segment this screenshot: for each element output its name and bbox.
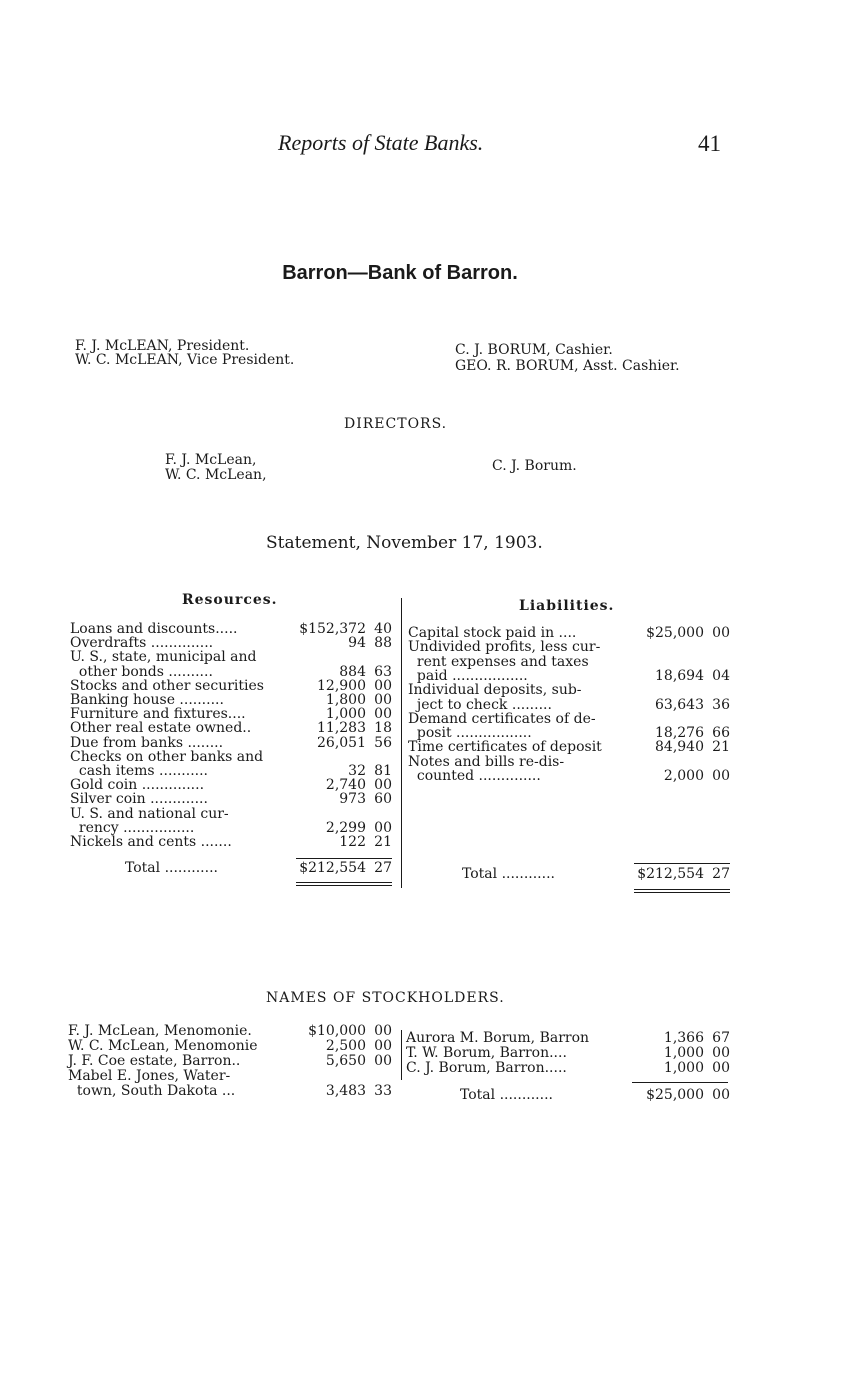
resources-total-label: Total ............	[125, 860, 218, 876]
stockholder-right-label: C. J. Borum, Barron.....	[406, 1060, 567, 1076]
resource-label: Stocks and other securities	[70, 677, 264, 694]
stockholder-left-label: W. C. McLean, Menomonie	[68, 1038, 258, 1054]
liabilities-total-cents: 27	[712, 866, 730, 882]
resource-dollars: 26,051	[317, 734, 366, 751]
resource-label: Other real estate owned..	[70, 720, 252, 737]
resource-label: other bonds ..........	[70, 663, 213, 680]
resource-dollars: 2,740	[325, 777, 366, 794]
liability-label: paid .................	[408, 667, 528, 684]
liability-dollars: 18,694	[655, 667, 704, 684]
resource-dollars: 11,283	[317, 720, 366, 737]
resource-cents: 00	[374, 706, 392, 723]
officer-left-2: W. C. McLEAN, Vice President.	[75, 352, 295, 368]
stockholders-total-rule	[632, 1082, 728, 1083]
resource-label: Due from banks ........	[70, 734, 224, 751]
resource-label: Gold coin ..............	[70, 777, 205, 794]
resource-label: Checks on other banks and	[70, 748, 264, 765]
liability-cents: 66	[712, 725, 730, 742]
resource-label: U. S. and national cur-	[70, 805, 229, 822]
resource-cents: 00	[374, 819, 392, 836]
resource-label: rency ................	[70, 819, 195, 836]
stockholder-left-label: town, South Dakota ...	[68, 1083, 236, 1099]
resources-total-rule	[296, 858, 392, 859]
stockholder-left-label: F. J. McLean, Menomonie.	[68, 1023, 252, 1039]
liability-dollars: 63,643	[655, 696, 704, 713]
stockholder-right-label: Aurora M. Borum, Barron	[406, 1030, 590, 1046]
resource-label: Nickels and cents .......	[70, 834, 232, 850]
resources-heading: Resources.	[182, 592, 278, 608]
liability-label: Undivided profits, less cur-	[408, 639, 601, 656]
liability-cents: 36	[712, 696, 730, 713]
bank-title: Barron—Bank of Barron.	[282, 262, 518, 284]
resource-dollars: 32	[348, 763, 366, 779]
officer-right-1: C. J. BORUM, Cashier.	[455, 342, 613, 358]
liability-label: Demand certificates of de-	[408, 710, 596, 727]
stockholders-heading: NAMES OF STOCKHOLDERS.	[266, 990, 505, 1006]
liability-label: posit .................	[408, 725, 532, 742]
liability-cents: 00	[712, 625, 730, 641]
resource-dollars: 122	[339, 834, 366, 850]
resource-label: Banking house ..........	[70, 692, 224, 708]
stockholder-left-dollars: $10,000	[308, 1023, 366, 1039]
resource-label: Furniture and fixtures....	[70, 706, 246, 723]
liabilities-total-dollars: $212,554	[637, 866, 704, 882]
stockholder-left-cents: 00	[374, 1023, 392, 1039]
stockholder-right-cents: 67	[712, 1030, 730, 1046]
resource-cents: 21	[374, 834, 392, 850]
resource-dollars: 1,000	[325, 706, 366, 723]
stockholder-right-dollars: 1,000	[663, 1060, 704, 1076]
liability-label: Capital stock paid in ....	[408, 625, 577, 641]
stockholder-left-cents: 00	[374, 1053, 392, 1069]
resources-total-cents: 27	[374, 860, 392, 876]
stockholder-left-cents: 00	[374, 1038, 392, 1054]
resource-cents: 18	[374, 720, 392, 737]
stockholder-left-dollars: 2,500	[325, 1038, 366, 1054]
stockholder-left-cents: 33	[374, 1083, 392, 1099]
liabilities-total-double-rule-2	[634, 892, 730, 893]
resource-dollars: 12,900	[317, 677, 366, 694]
liabilities-total-rule	[634, 863, 730, 864]
liability-cents: 21	[712, 739, 730, 756]
stockholders-total-cents: 00	[712, 1087, 730, 1103]
liability-label: rent expenses and taxes	[408, 653, 589, 670]
liabilities-total-label: Total ............	[462, 866, 555, 882]
resource-cents: 60	[374, 791, 392, 808]
resource-label: Overdrafts ..............	[70, 635, 214, 652]
liability-label: Time certificates of deposit	[408, 739, 602, 756]
liability-label: ject to check .........	[408, 696, 552, 713]
directors-heading: DIRECTORS.	[344, 416, 448, 432]
resource-dollars: 884	[339, 663, 366, 680]
resource-dollars: 1,800	[325, 692, 366, 708]
stockholder-right-dollars: 1,366	[663, 1030, 704, 1046]
liability-label: Notes and bills re-dis-	[408, 753, 565, 770]
liability-cents: 00	[712, 768, 730, 784]
stockholder-left-label: Mabel E. Jones, Water-	[68, 1068, 231, 1084]
liability-label: Individual deposits, sub-	[408, 682, 582, 699]
liabilities-heading: Liabilities.	[519, 598, 615, 614]
statement-title: Statement, November 17, 1903.	[266, 533, 543, 553]
resources-total-double-rule-2	[296, 885, 392, 886]
page-number: 41	[698, 131, 721, 156]
column-divider	[401, 598, 402, 888]
stockholders-divider	[401, 1030, 402, 1080]
resources-total-dollars: $212,554	[299, 860, 366, 876]
director-right-1: C. J. Borum.	[492, 458, 577, 474]
resource-label: cash items ...........	[70, 763, 208, 779]
resource-cents: 56	[374, 734, 392, 751]
liability-dollars: 2,000	[663, 768, 704, 784]
resource-label: Loans and discounts.....	[70, 621, 238, 637]
resource-cents: 40	[374, 621, 392, 637]
resource-dollars: 973	[339, 791, 366, 808]
resource-cents: 81	[374, 763, 392, 779]
stockholder-left-dollars: 5,650	[325, 1053, 366, 1069]
resource-label: Silver coin .............	[70, 791, 208, 808]
liability-dollars: 18,276	[655, 725, 704, 742]
liability-dollars: $25,000	[646, 625, 704, 641]
running-title: Reports of State Banks.	[278, 130, 484, 155]
stockholder-left-dollars: 3,483	[325, 1083, 366, 1099]
resources-total-double-rule-1	[296, 882, 392, 883]
resource-cents: 00	[374, 777, 392, 794]
stockholder-right-cents: 00	[712, 1060, 730, 1076]
stockholder-right-dollars: 1,000	[663, 1045, 704, 1061]
stockholder-right-cents: 00	[712, 1045, 730, 1061]
liability-cents: 04	[712, 667, 730, 684]
officer-left-1: F. J. McLEAN, President.	[75, 338, 250, 354]
resource-dollars: 94	[348, 635, 366, 652]
stockholders-total-dollars: $25,000	[646, 1087, 704, 1103]
resource-cents: 00	[374, 692, 392, 708]
resource-cents: 00	[374, 677, 392, 694]
officer-right-2: GEO. R. BORUM, Asst. Cashier.	[455, 358, 680, 374]
resource-dollars: $152,372	[299, 621, 366, 637]
resource-cents: 88	[374, 635, 392, 652]
liability-label: counted ..............	[408, 768, 541, 784]
resource-dollars: 2,299	[325, 819, 366, 836]
liabilities-total-double-rule-1	[634, 889, 730, 890]
director-left-1: F. J. McLean,	[165, 452, 257, 468]
stockholder-left-label: J. F. Coe estate, Barron..	[68, 1053, 241, 1069]
director-left-2: W. C. McLean,	[165, 467, 267, 483]
resource-cents: 63	[374, 663, 392, 680]
stockholders-total-label: Total ............	[460, 1087, 553, 1103]
resource-label: U. S., state, municipal and	[70, 649, 257, 666]
stockholder-right-label: T. W. Borum, Barron....	[406, 1045, 567, 1061]
liability-dollars: 84,940	[655, 739, 704, 756]
